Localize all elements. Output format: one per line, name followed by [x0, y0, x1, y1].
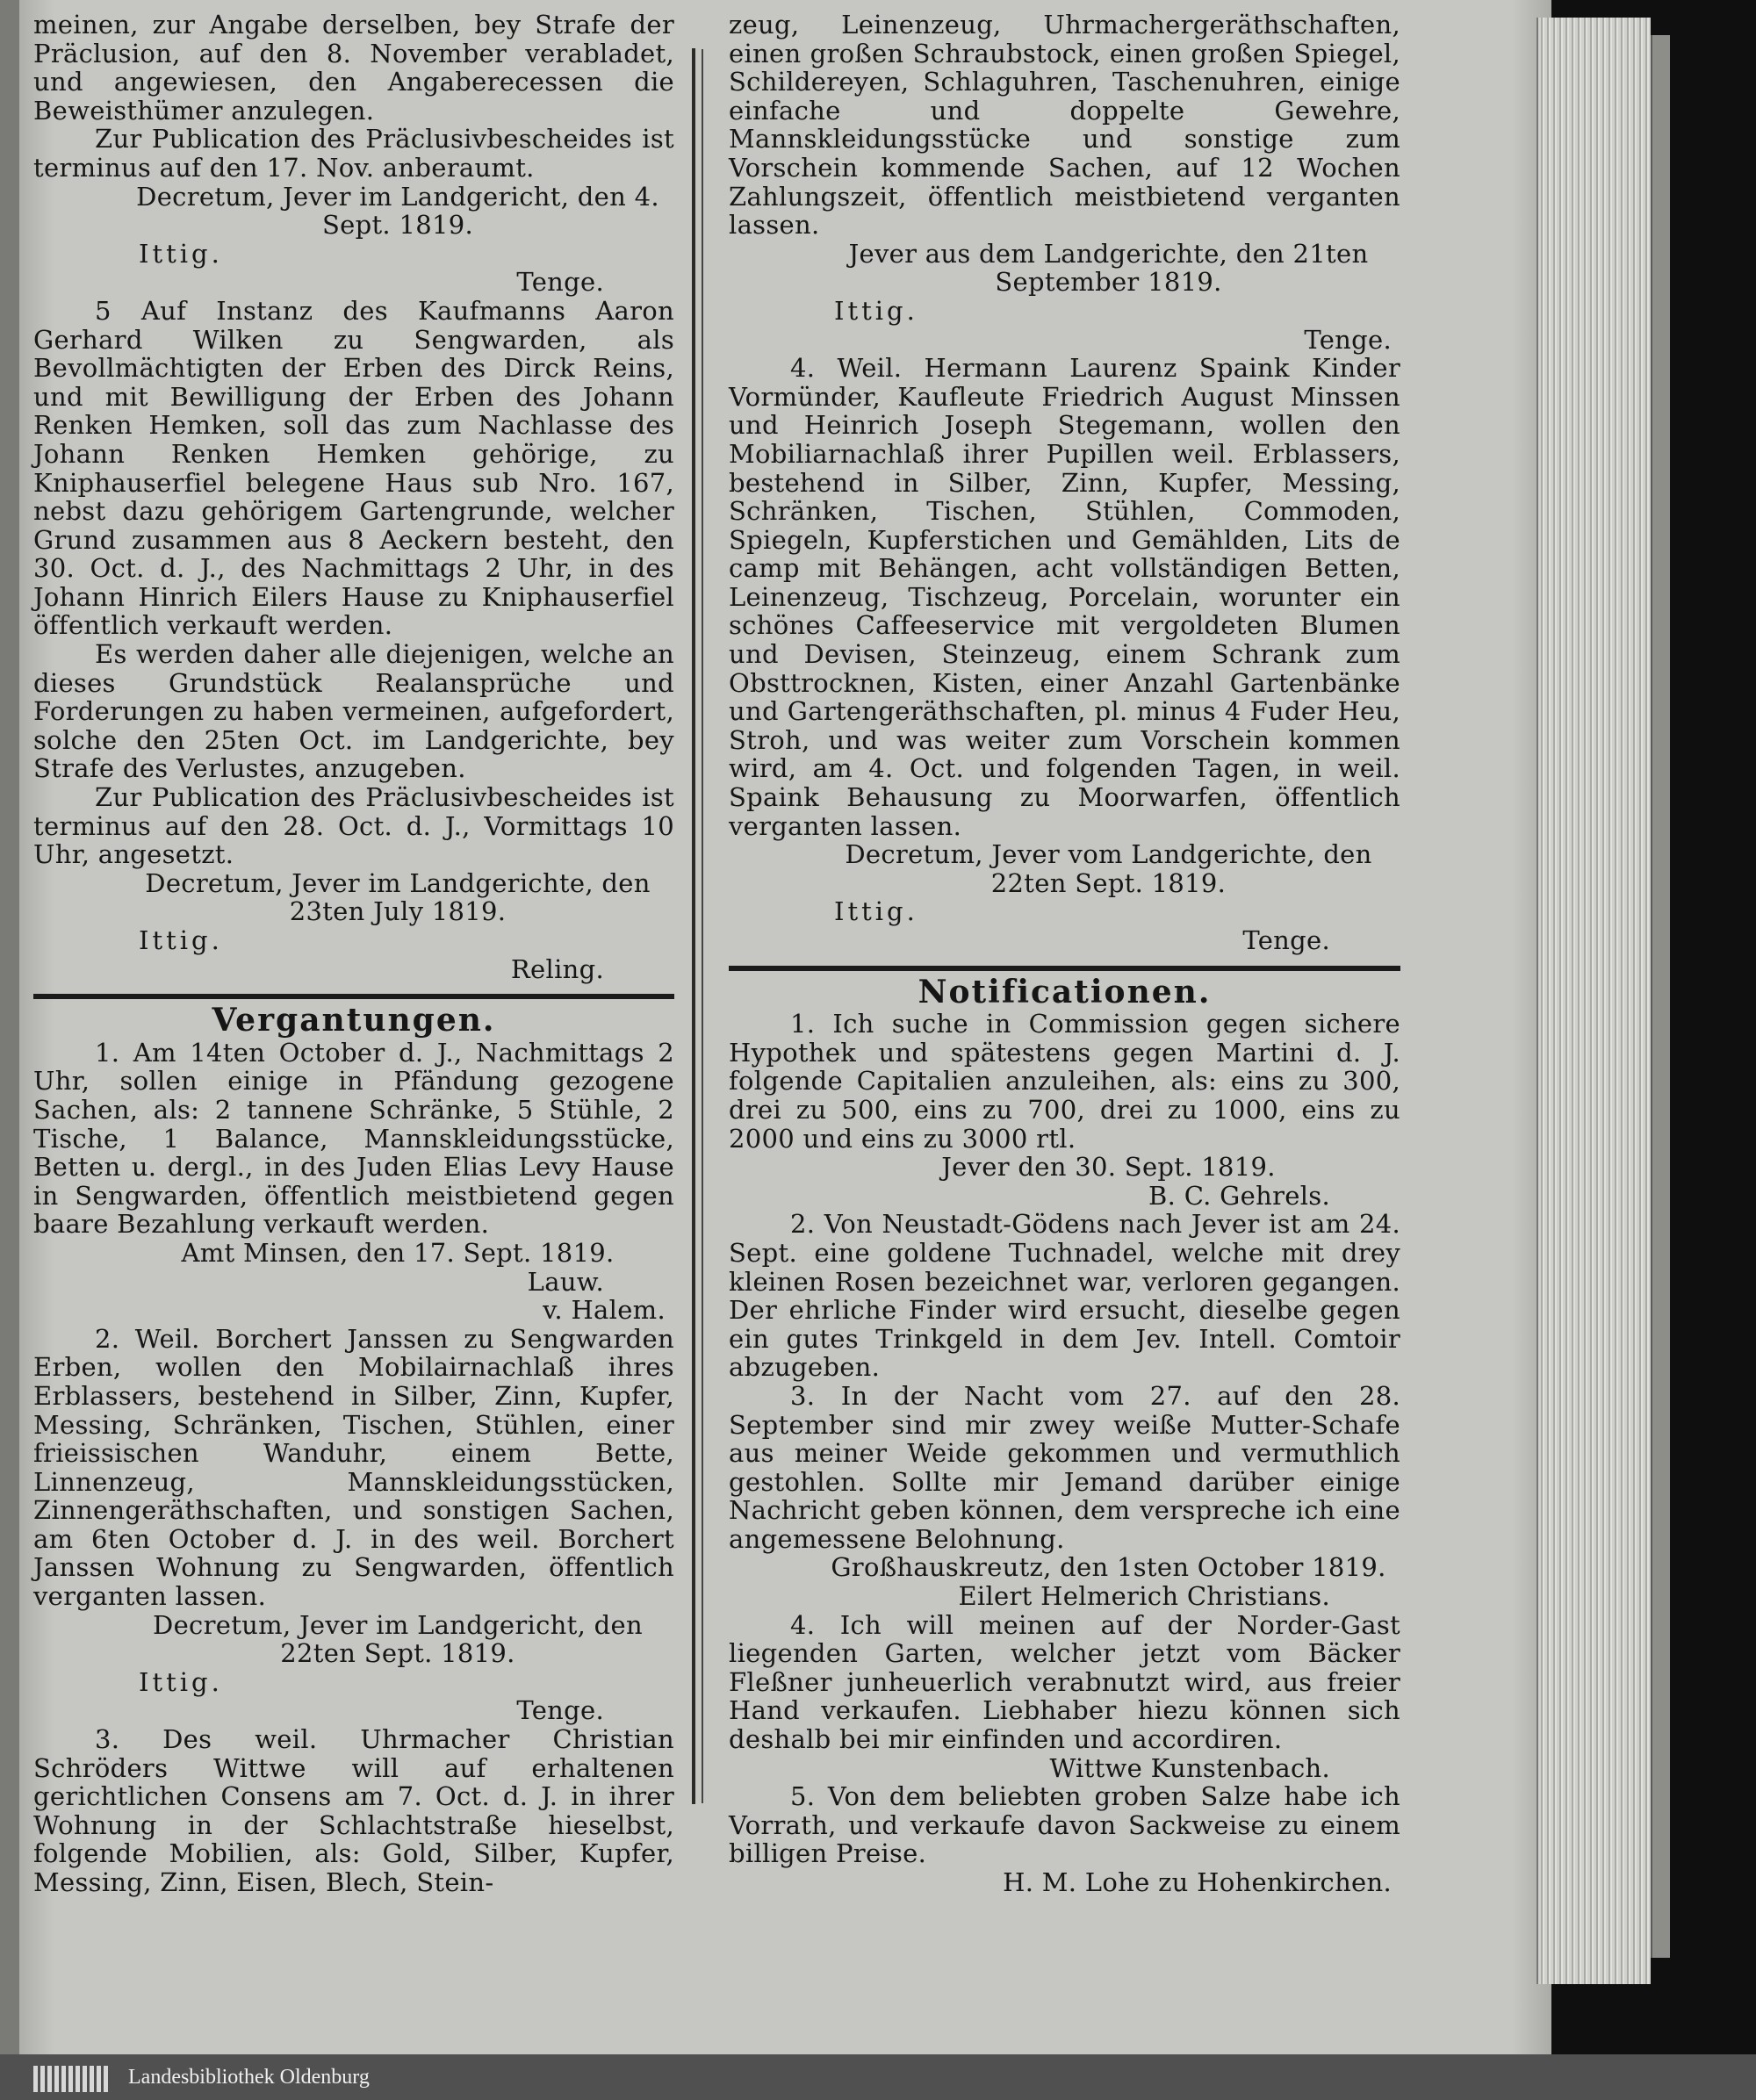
signature: Tenge.	[1242, 925, 1330, 955]
notice-paragraph: 4. Ich will meinen auf der Norder-Gast liegenden Garten, welcher jetzt vom Bäcker Fleßner junheuerlich verabnutzt wird, aus freier Hand verkaufen. Liebhaber hiezu können sich deshalb bei mir einfinden und accordiren.	[729, 1609, 1400, 1755]
book-cover-edge	[1651, 35, 1670, 1958]
date-line: Großhauskreutz, den 1sten October 1819.	[831, 1552, 1386, 1583]
footer-library-name: Landesbibliothek Oldenburg	[128, 2065, 370, 2089]
footer-bar	[0, 2054, 1756, 2100]
library-logo-icon	[33, 2062, 112, 2092]
signature: Wittwe Kunstenbach.	[1049, 1752, 1330, 1783]
notice-paragraph: 3. In der Nacht vom 27. auf den 28. September sind mir zwey weiße Mutter-Schafe aus meiner Weide gekommen und vermuthlich gestohlen. Sollte mir Jemand darüber einige Nachricht geben können, dem verspreche ich eine angemessene Belohnung.	[729, 1380, 1400, 1554]
decree-line: Decretum, Jever im Landgericht, den 4. Sept. 1819.	[136, 181, 659, 241]
publication-note: Zur Publication des Präclusivbescheides ist terminus auf den 17. Nov. anberaumt.	[33, 124, 674, 183]
signature: Ittig.	[139, 925, 223, 955]
section-heading: Vergantungen.	[212, 1002, 496, 1039]
signature: Tenge.	[516, 267, 604, 298]
signature: Ittig.	[139, 238, 223, 269]
right-column	[729, 0, 1400, 1897]
notice-paragraph: 5. Von dem beliebten groben Salze habe ich Vorrath, und verkaufe davon Sackweise zu einem billigen Preise.	[729, 1781, 1400, 1869]
section-heading: Notificationen.	[918, 973, 1212, 1010]
signature: H. M. Lohe zu Hohenkirchen.	[1003, 1867, 1392, 1897]
decree-line: Decretum, Jever vom Landgerichte, den 22ten Sept. 1819.	[845, 839, 1372, 898]
signature: Ittig.	[834, 295, 918, 326]
signature: Tenge.	[1304, 324, 1392, 355]
notice-paragraph: 5 Auf Instanz des Kaufmanns Aaron Gerhard Wilken zu Sengwarden, als Bevollmächtigten der Erben des Dirck Reins, und mit Bewilligung der Erben des Johann Renken Hemken, soll das zum Nachlasse des Johann Renken Hemken gehörige, zu Kniphauserfiel belegene Haus sub Nro. 167, nebst dazu gehörigem Gartengrunde, welcher Grund zusammen aus 8 Aeckern besteht, den 30. Oct. d. J., des Nachmittags 2 Uhr, in des Johann Hinrich Eilers Hause zu Kniphauserfiel öffentlich verkauft werden.	[33, 295, 674, 641]
signature: Reling.	[510, 953, 604, 984]
section-rule	[729, 966, 1400, 971]
notice-paragraph: 4. Weil. Hermann Laurenz Spaink Kinder Vormünder, Kaufleute Friedrich August Minssen und Heinrich Joseph Stegemann, wollen den Mobiliarnachlaß ihrer Pupillen weil. Erblassers, bestehend in Silber, Zinn, Kupfer, Messing, Schränken, Tischen, Stühlen, Commoden, Spiegeln, Kupferstichen und Gemählden, Lits de camp mit Behängen, acht vollständigen Betten, Leinenzeug, Tischzeug, Porcelain, worunter ein schönes Caffeeservice mit vergoldeten Blumen und Devisen, Steinzeug, einem Schrank zum Obsttrocknen, Kisten, einer Anzahl Gartenbänke und Gartengeräthschaften, pl. minus 4 Fuder Heu, Stroh, und was weiter zum Vorschein kommen wird, am 4. Oct. und folgenden Tagen, in weil. Spaink Behausung zu Moorwarfen, öffentlich verganten lassen.	[729, 353, 1400, 841]
page-edges	[1536, 18, 1651, 1984]
signature: Tenge.	[516, 1695, 604, 1726]
column-divider	[692, 48, 695, 1804]
left-column	[33, 0, 674, 1897]
notice-paragraph: Es werden daher alle diejenigen, welche an dieses Grundstück Realansprüche und Forderungen zu haben vermeinen, aufgefordert, solche den 25ten Oct. im Landgerichte, bey Strafe des Verlustes, anzugeben.	[33, 639, 674, 784]
signature: v. Halem.	[543, 1295, 666, 1326]
notice-paragraph: 1. Am 14ten October d. J., Nachmittags 2 Uhr, sollen einige in Pfändung gezogene Sachen, als: 2 tannene Schränke, 5 Stühle, 2 Tische, 1 Balance, Mannskleidungsstücke, Betten u. dergl., in des Juden Elias Levy Hause in Sengwarden, öffentlich meistbietend gegen baare Bezahlung verkauft werden.	[33, 1037, 674, 1240]
notice-paragraph: 1. Ich suche in Commission gegen sichere Hypothek und spätestens gegen Martini d. J. folgende Capitalien anzuleihen, als: eins zu 300, drei zu 500, eins zu 700, drei zu 1000, eins zu 2000 und eins zu 3000 rtl.	[729, 1009, 1400, 1154]
signature: Eilert Helmerich Christians.	[958, 1581, 1330, 1612]
notice-paragraph: 2. Weil. Borchert Janssen zu Sengwarden Erben, wollen den Mobilairnachlaß ihres Erblassers, bestehend in Silber, Zinn, Kupfer, Messing, Schränken, Tischen, Stühlen, einer frieissischen Wanduhr, einem Bette, Linnenzeug, Mannskleidungsstücken, Zinnengeräthschaften, und sonstigen Sachen, am 6ten October d. J. in des weil. Borchert Janssen Wohnung zu Sengwarden, öffentlich verganten lassen.	[33, 1323, 674, 1612]
date-line: Amt Minsen, den 17. Sept. 1819.	[181, 1237, 615, 1268]
decree-line: Decretum, Jever im Landgerichte, den 23ten July 1819.	[145, 867, 651, 927]
decree-line: Jever aus dem Landgerichte, den 21ten September 1819.	[848, 238, 1369, 298]
continued-text: meinen, zur Angabe derselben, bey Strafe der Präclusion, auf den 8. November verabladet, und angewiesen, den Angaberecessen die Beweisthümer anzulegen.	[33, 10, 674, 126]
decree-line: Decretum, Jever im Landgericht, den 22ten Sept. 1819.	[153, 1609, 643, 1669]
continued-text: zeug, Leinenzeug, Uhrmachergeräthschaften, einen großen Schraubstock, einen großen Spiegel, Schildereyen, Schlaguhren, Taschenuhren, einige einfache und doppelte Gewehre, Mannskleidungsstücke und sonstige zum Vorschein kommende Sachen, auf 12 Wochen Zahlungszeit, öffentlich meistbietend verganten lassen.	[729, 10, 1400, 241]
signature: B. C. Gehrels.	[1148, 1180, 1330, 1211]
date-line: Jever den 30. Sept. 1819.	[941, 1152, 1276, 1183]
signature: Ittig.	[139, 1666, 223, 1697]
notice-paragraph: 2. Von Neustadt-Gödens nach Jever ist am 24. Sept. eine goldene Tuchnadel, welche mit drey kleinen Rosen bezeichnet war, verloren gegangen. Der ehrliche Finder wird ersucht, dieselbe gegen ein gutes Trinkgeld in dem Jev. Intell. Comtoir abzugeben.	[729, 1209, 1400, 1383]
page-binding	[0, 0, 19, 2054]
section-rule	[33, 994, 674, 999]
publication-note: Zur Publication des Präclusivbescheides ist terminus auf den 28. Oct. d. J., Vormittags 10 Uhr, angesetzt.	[33, 782, 674, 870]
signature: Ittig.	[834, 896, 918, 927]
notice-paragraph: 3. Des weil. Uhrmacher Christian Schröders Wittwe will auf erhaltenen gerichtlichen Consens am 7. Oct. d. J. in ihrer Wohnung in der Schlachtstraße hieselbst, folgende Mobilien, als: Gold, Silber, Kupfer, Messing, Zinn, Eisen, Blech, Stein-	[33, 1724, 674, 1897]
signature: Lauw.	[527, 1266, 604, 1297]
